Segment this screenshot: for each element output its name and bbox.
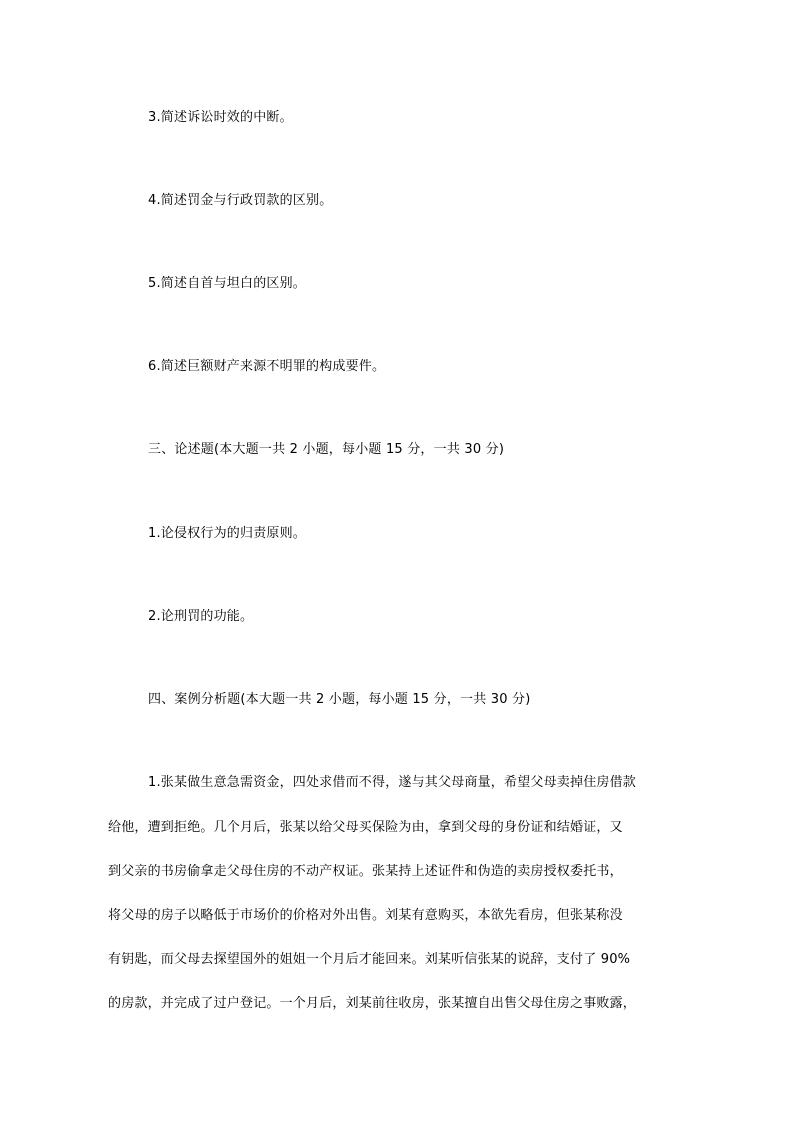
essay-question-1: 1.论侵权行为的归责原则。 <box>148 526 307 541</box>
question-3: 3.简述诉讼时效的中断。 <box>148 110 293 125</box>
case-1-line-1: 1.张某做生意急需资金，四处求借而不得，遂与其父母商量，希望父母卖掉住房借款 <box>148 775 637 790</box>
case-1-line-6: 的房款，并完成了过户登记。一个月后，刘某前往收房，张某擅自出售父母住房之事败露， <box>108 996 637 1011</box>
question-5: 5.简述自首与坦白的区别。 <box>148 276 307 291</box>
case-1-line-3: 到父亲的书房偷拿走父母住房的不动产权证。张某持上述证件和伪造的卖房授权委托书， <box>108 864 623 879</box>
question-4: 4.简述罚金与行政罚款的区别。 <box>148 193 333 208</box>
essay-question-2: 2.论刑罚的功能。 <box>148 609 254 624</box>
section-4-heading: 四、案例分析题(本大题一共 2 小题，每小题 15 分，一共 30 分) <box>148 692 531 707</box>
section-3-heading: 三、论述题(本大题一共 2 小题，每小题 15 分，一共 30 分) <box>148 442 505 457</box>
case-1-line-2: 给他，遭到拒绝。几个月后，张某以给父母买保险为由，拿到父母的身份证和结婚证，又 <box>108 820 623 835</box>
case-1-line-4: 将父母的房子以略低于市场价的价格对外出售。刘某有意购买，本欲先看房，但张某称没 <box>108 908 623 923</box>
case-1-line-5: 有钥匙，而父母去探望国外的姐姐一个月后才能回来。刘某听信张某的说辞，支付了 90% <box>108 952 631 967</box>
question-6: 6.简述巨额财产来源不明罪的构成要件。 <box>148 359 386 374</box>
